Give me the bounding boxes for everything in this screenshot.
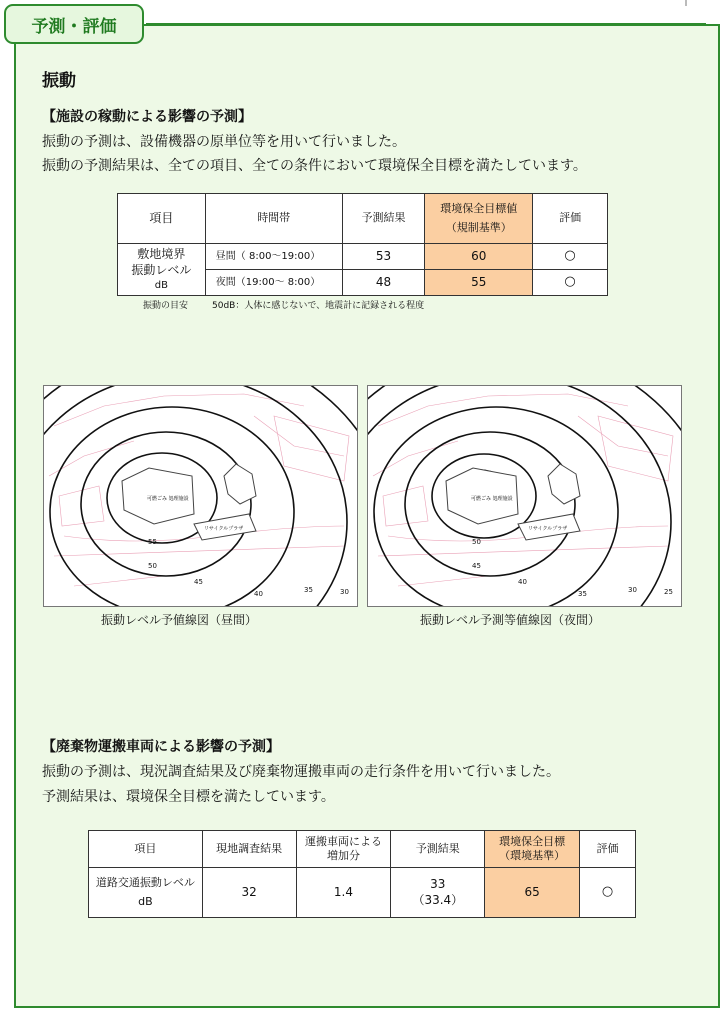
contour-level-label: 45 xyxy=(194,578,203,586)
contour-level-label: 55 xyxy=(148,538,157,546)
vehicle-table xyxy=(88,830,636,918)
building-label-1: 可燃ごみ 処理施設 xyxy=(471,496,513,502)
th-time: 時間帯 xyxy=(205,194,342,244)
contour-level-label: 50 xyxy=(472,538,481,546)
row-target: 60 xyxy=(425,244,533,270)
th-item: 項目 xyxy=(118,194,206,244)
vehicle-table-header xyxy=(89,831,636,868)
building-label-2: リサイクルプラザ xyxy=(528,526,568,532)
th-target-line1: 環境保全目標値 xyxy=(440,202,518,216)
vh-target xyxy=(485,831,580,868)
contour-level-label: 35 xyxy=(578,590,587,598)
vr-result xyxy=(391,868,485,918)
row-item xyxy=(118,244,206,296)
section-title: 振動 xyxy=(42,71,76,91)
th-target xyxy=(425,194,533,244)
vehicle-text-2: 予測結果は、環境保全目標を満たしています。 xyxy=(42,789,335,805)
contour-level-label: 50 xyxy=(148,562,157,570)
map-caption-day: 振動レベル予値線図（昼間） xyxy=(101,613,258,627)
vr-increase: 1.4 xyxy=(296,868,391,918)
th-eval: 評価 xyxy=(533,194,608,244)
table-row xyxy=(89,868,636,918)
vibration-guide-text: 50dB：人体に感じないで、地震計に記録される程度 xyxy=(212,301,425,311)
contour-level-label: 30 xyxy=(628,586,637,594)
row-time: 昼間（ 8:00〜19:00） xyxy=(205,244,342,270)
vr-eval: ○ xyxy=(580,868,636,918)
row-item-line3: dB xyxy=(154,279,168,291)
vh-increase-line2: 増加分 xyxy=(326,849,360,862)
contour-lines xyxy=(368,386,681,606)
row-item-line2: 振動レベル xyxy=(131,263,192,277)
vr-survey: 32 xyxy=(202,868,296,918)
map-caption-night: 振動レベル予測等値線図（夜間） xyxy=(420,613,601,627)
row-result: 53 xyxy=(342,244,425,270)
building-label-1: 可燃ごみ 処理施設 xyxy=(147,496,189,502)
contour-map-day-graphic xyxy=(44,386,357,606)
facility-text-1: 振動の予測は、設備機器の原単位等を用いて行いました。 xyxy=(42,134,406,150)
section-tab[interactable] xyxy=(4,4,144,44)
vh-result: 予測結果 xyxy=(391,831,485,868)
vh-survey: 現地調査結果 xyxy=(202,831,296,868)
vh-target-line2: （環境基準） xyxy=(499,849,566,862)
vibration-guide-label: 振動の目安 xyxy=(143,301,189,311)
contour-level-label: 35 xyxy=(304,586,313,594)
contour-map-night-graphic xyxy=(368,386,681,606)
vh-item: 項目 xyxy=(89,831,203,868)
contour-lines xyxy=(44,386,357,606)
vr-item xyxy=(89,868,203,918)
row-eval: ○ xyxy=(533,270,608,296)
contour-map-night xyxy=(367,385,682,607)
contour-level-label: 30 xyxy=(340,588,349,596)
vehicle-heading: 【廃棄物運搬車両による影響の予測】 xyxy=(42,739,280,755)
contour-map-day xyxy=(43,385,358,607)
facility-heading: 【施設の稼動による影響の予測】 xyxy=(42,109,252,125)
contour-level-label: 40 xyxy=(518,578,527,586)
vr-result-line1: 33 xyxy=(430,876,446,891)
contour-level-label: 45 xyxy=(472,562,481,570)
vh-increase xyxy=(296,831,391,868)
contour-level-label: 25 xyxy=(664,588,673,596)
section-tab-label: 予測・評価 xyxy=(31,16,117,37)
vr-item-line1: 道路交通振動レベル xyxy=(95,875,195,889)
facility-text-2: 振動の予測結果は、全ての項目、全ての条件において環境保全目標を満たしています。 xyxy=(42,158,587,174)
vh-eval: 評価 xyxy=(580,831,636,868)
vr-item-line2: dB xyxy=(138,895,153,908)
contour-level-label: 40 xyxy=(254,590,263,598)
row-target: 55 xyxy=(425,270,533,296)
vr-result-line2: （33.4） xyxy=(412,892,464,907)
th-target-line2: （規制基準） xyxy=(445,220,512,234)
facility-table xyxy=(117,193,608,296)
th-result: 予測結果 xyxy=(342,194,425,244)
row-time: 夜間（19:00〜 8:00） xyxy=(205,270,342,296)
row-result: 48 xyxy=(342,270,425,296)
table-row xyxy=(118,244,608,270)
row-item-line1: 敷地境界 xyxy=(137,247,186,262)
vh-increase-line1: 運搬車両による xyxy=(304,834,382,848)
building-label-2: リサイクルプラザ xyxy=(204,526,244,532)
vh-target-line1: 環境保全目標 xyxy=(499,834,566,848)
vehicle-text-1: 振動の予測は、現況調査結果及び廃棄物運搬車両の走行条件を用いて行いました。 xyxy=(42,764,560,780)
window-corner-mark xyxy=(685,0,687,6)
row-eval: ○ xyxy=(533,244,608,270)
vr-target: 65 xyxy=(485,868,580,918)
facility-table-header xyxy=(118,194,608,244)
